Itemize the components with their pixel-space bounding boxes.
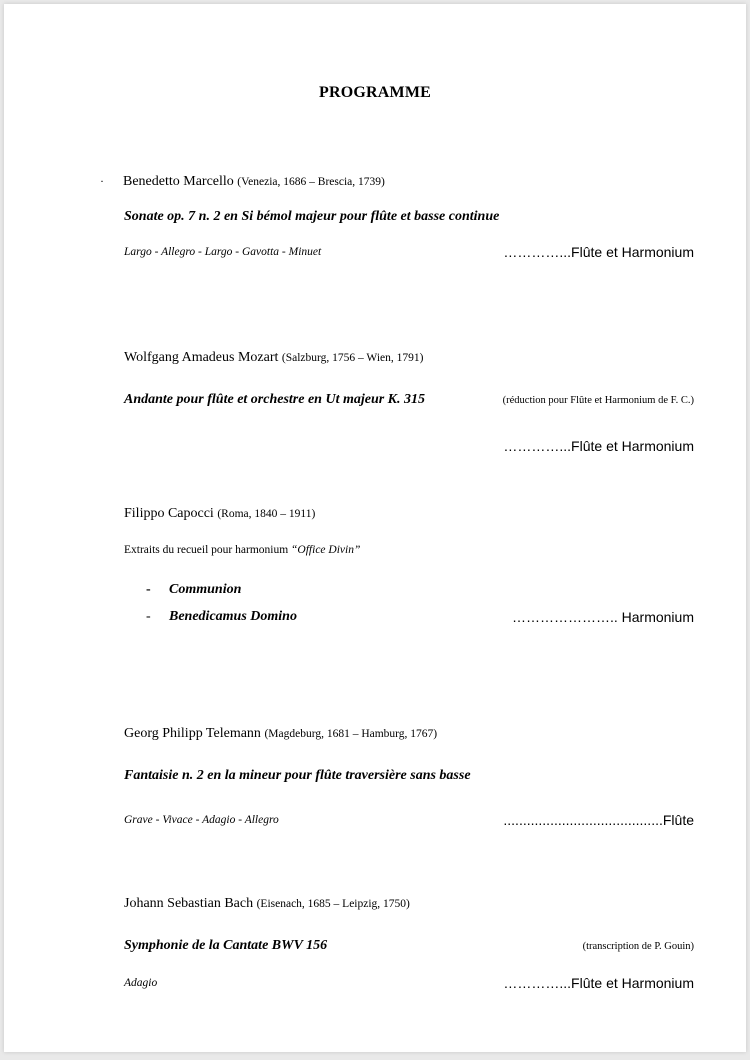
instrumentation: .........................................Flûte [503,812,694,828]
composer-dates: (Salzburg, 1756 – Wien, 1791) [281,352,424,364]
work-title: Communion [169,582,242,597]
instrumentation: …………...Flûte et Harmonium [503,975,694,991]
instrumentation: …………...Flûte et Harmonium [503,244,694,260]
list-dash: - [146,582,151,597]
composer-name: Filippo Capocci [124,506,214,521]
composer-dates: (Venezia, 1686 – Brescia, 1739) [237,176,385,188]
list-dash: - [146,609,151,624]
list-bullet: · [100,174,104,188]
page-title: PROGRAMME [318,84,431,101]
movements: Grave - Vivace - Adagio - Allegro [124,814,279,826]
arrangement-note: (réduction pour Flûte et Harmonium de F. C.) [502,395,694,406]
extract-description [124,544,360,556]
composer-bach [124,896,410,912]
composer-marcello [123,174,385,190]
instrumentation: ………………….. Harmonium [511,609,694,625]
movements: Largo - Allegro - Largo - Gavotta - Minuet [124,246,322,258]
composer-dates: (Eisenach, 1685 – Leipzig, 1750) [256,898,410,910]
composer-name: Wolfgang Amadeus Mozart [124,350,279,365]
composer-mozart [124,350,423,366]
work-title: Sonate op. 7 n. 2 en Si bémol majeur pour flûte et basse continue [124,209,500,224]
composer-name: Benedetto Marcello [123,174,234,189]
composer-name: Johann Sebastian Bach [124,896,254,911]
composer-name: Georg Philipp Telemann [124,726,261,741]
work-title: Symphonie de la Cantate BWV 156 [124,938,328,953]
collection-title: “Office Divin” [291,544,361,556]
instrumentation: …………...Flûte et Harmonium [503,438,694,454]
work-title: Andante pour flûte et orchestre en Ut majeur K. 315 [124,392,426,407]
arrangement-note: (transcription de P. Gouin) [582,941,694,952]
work-title: Benedicamus Domino [169,609,297,624]
composer-dates: (Magdeburg, 1681 – Hamburg, 1767) [264,728,438,740]
work-title: Fantaisie n. 2 en la mineur pour flûte traversière sans basse [124,768,471,783]
movements: Adagio [124,977,158,989]
composer-capocci [124,506,315,522]
programme-page [4,4,746,1052]
composer-telemann [124,726,437,742]
composer-dates: (Roma, 1840 – 1911) [217,508,316,520]
extract-prefix: Extraits du recueil pour harmonium [124,544,289,556]
